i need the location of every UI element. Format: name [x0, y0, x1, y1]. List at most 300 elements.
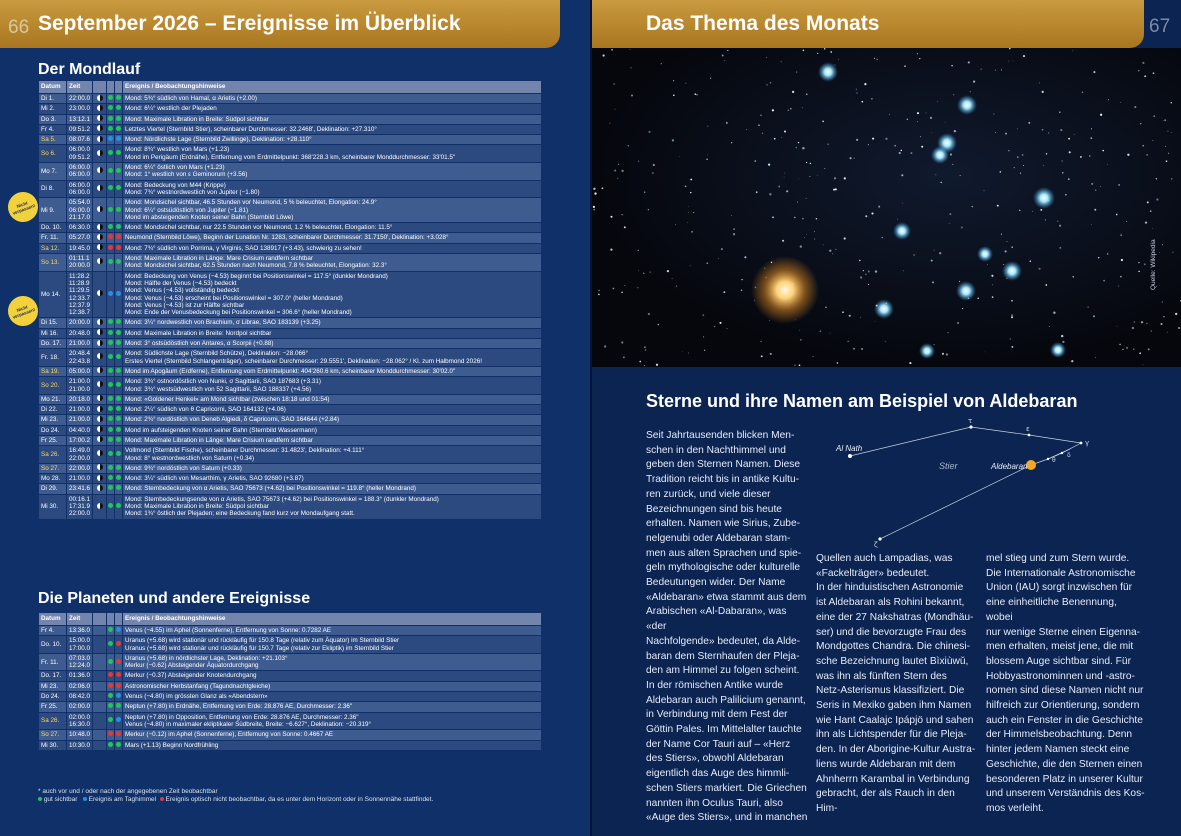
date-cell: Mi 23.: [39, 681, 67, 691]
visibility-dot-icon: [108, 503, 113, 508]
date-cell: Do 24.: [39, 692, 67, 702]
table-row: [39, 114, 542, 124]
background-star: [706, 159, 708, 161]
background-star: [794, 364, 796, 366]
visibility-dot-icon: [116, 245, 121, 250]
event-cell: [123, 394, 542, 404]
article-line: ihn als Lichtspender für die Pleja-: [816, 729, 967, 741]
background-star: [1120, 234, 1121, 235]
blue-dot-icon: [83, 797, 87, 801]
moon-events-table: [38, 80, 542, 520]
visibility-cell: [107, 671, 115, 681]
background-star: [1163, 120, 1164, 121]
background-star: [871, 212, 873, 214]
background-star: [624, 226, 626, 228]
background-star: [961, 226, 963, 228]
background-star: [882, 237, 883, 238]
background-star: [624, 285, 625, 286]
table-row: [39, 671, 542, 681]
visibility-cell: [115, 233, 123, 243]
date-cell: Do. 10.: [39, 636, 67, 654]
visibility-dot-icon: [108, 319, 113, 324]
background-star: [612, 288, 614, 290]
greek-label: γ: [1085, 439, 1090, 447]
visibility-cell: [115, 104, 123, 114]
event-cell: [123, 740, 542, 750]
phase-cell: [93, 198, 107, 223]
article-line: men aus alten Sprachen und spie-: [646, 547, 802, 559]
event-cell: [123, 484, 542, 494]
visibility-dot-icon: [108, 150, 113, 155]
article-line: erhalten. Namen wie Sirius, Zube-: [646, 518, 801, 530]
background-star: [788, 110, 789, 111]
article-title: Sterne und ihre Namen am Beispiel von Aldebaran: [646, 391, 1078, 411]
time-value: 12:38.7: [69, 309, 91, 317]
planet-events-table: [38, 612, 542, 751]
table-row: [39, 377, 542, 395]
date-cell: Fr. 18.: [39, 349, 67, 367]
visibility-dot-icon: [108, 291, 113, 296]
event-text: Uranus (+5.68) in nördlichster Lage, Deklination: +21.103°: [125, 654, 288, 662]
table-row: [39, 405, 542, 415]
background-star: [814, 231, 815, 232]
background-star: [1062, 160, 1063, 161]
visibility-dot-icon: [108, 627, 113, 632]
background-star: [1091, 128, 1092, 129]
time-cell: [67, 377, 93, 395]
background-star: [766, 84, 767, 85]
time-value: 16:30.0: [69, 720, 91, 728]
table-row: [39, 271, 542, 318]
table-row: [39, 415, 542, 425]
time-value: 12:37.9: [69, 301, 91, 309]
time-value: 21:00.0: [69, 378, 91, 386]
time-cell: [67, 328, 93, 338]
background-star: [774, 138, 776, 140]
event-cell: [123, 653, 542, 671]
background-star: [622, 214, 623, 215]
event-text: Mond: Maximale Libration in Länge: Mare Crisium randfern sichtbar: [125, 255, 313, 263]
event-cell: [123, 243, 542, 253]
time-cell: [67, 135, 93, 145]
visibility-dot-icon: [116, 354, 121, 359]
date-cell: Di 29.: [39, 484, 67, 494]
visibility-cell: [115, 671, 123, 681]
visibility-cell: [107, 198, 115, 223]
event-text: Mond: 3¼° südlich von Mesarthim, γ Arietis, SAO 92680 (+3.87): [125, 475, 304, 483]
visibility-cell: [107, 349, 115, 367]
visibility-cell: [115, 692, 123, 702]
visibility-cell: [107, 636, 115, 654]
time-cell: [67, 494, 93, 519]
column-header: Zeit: [67, 613, 93, 626]
background-star: [648, 209, 649, 210]
table-row: [39, 692, 542, 702]
event-text: Mond: 6¼° westlich der Plejaden: [125, 105, 217, 113]
background-star: [1103, 280, 1105, 282]
background-star: [985, 352, 986, 353]
date-cell: Mi 30.: [39, 494, 67, 519]
background-star: [1127, 154, 1129, 156]
time-value: 04:40.0: [69, 426, 91, 434]
time-cell: [67, 653, 93, 671]
event-text: Mond: Mondsichel sichtbar, 46.5 Stunden vor Neumond, 5 % beleuchtet, Elongation: 24.9°: [125, 199, 377, 207]
table-row: [39, 712, 542, 730]
time-value: 17:00.2: [69, 436, 91, 444]
article-line: geben den Sternen Namen. Diese: [646, 459, 801, 471]
background-star: [1166, 160, 1168, 162]
time-value: 05:00.0: [69, 367, 91, 375]
event-text: Mond: Bedeckung von Venus (−4.53) beginnt bei Positionswinkel = 117.5° (dunkler Mondrand): [125, 272, 388, 280]
background-star: [614, 169, 616, 171]
background-star: [672, 278, 673, 279]
event-cell: [123, 671, 542, 681]
event-text: Mond im Perigäum (Erdnähe), Entfernung vom Erdmittelpunkt: 368'228.3 km, scheinbarer Monddurchmesser: 33'01.5": [125, 153, 456, 161]
background-star: [814, 238, 815, 239]
background-star: [991, 275, 993, 277]
background-star: [1014, 167, 1015, 168]
background-star: [1164, 119, 1166, 121]
background-star: [1010, 339, 1011, 340]
background-star: [784, 173, 785, 174]
background-star: [673, 95, 675, 97]
background-star: [1011, 314, 1013, 316]
background-star: [733, 233, 735, 235]
aldebaran-star: [751, 256, 819, 324]
visibility-cell: [115, 271, 123, 318]
article-line: was ihn als fünften Stern des: [816, 670, 947, 682]
time-value: 10:48.0: [69, 731, 91, 739]
background-star: [1102, 150, 1103, 151]
visibility-cell: [107, 435, 115, 445]
table-row: [39, 730, 542, 740]
article-line: «Fackelträger» bedeutet.: [816, 567, 930, 579]
background-star: [1042, 129, 1044, 131]
time-cell: [67, 712, 93, 730]
article-line: Netz-Asterismus klassifiziert. Die: [816, 685, 965, 697]
background-star: [618, 164, 619, 165]
visibility-cell: [115, 243, 123, 253]
background-star: [1156, 198, 1158, 200]
background-star: [796, 72, 797, 73]
background-star: [934, 344, 935, 345]
moon-phase-icon: [97, 258, 103, 264]
background-star: [1146, 323, 1147, 324]
background-star: [778, 186, 780, 188]
background-star: [733, 228, 735, 230]
background-star: [1006, 241, 1007, 242]
background-star: [781, 61, 782, 62]
visibility-dot-icon: [116, 368, 121, 373]
event-cell: [123, 328, 542, 338]
moon-phase-icon: [97, 436, 103, 442]
background-star: [724, 60, 725, 61]
visibility-cell: [115, 702, 123, 712]
background-star: [950, 153, 952, 155]
background-star: [868, 144, 869, 145]
background-star: [992, 284, 993, 285]
event-cell: [123, 104, 542, 114]
event-text: Mond: Mondsichel sichtbar, nur 22.5 Stunden vor Neumond, 1.2 % beleuchtet, Elongation: 11.5°: [125, 224, 393, 232]
table-row: [39, 636, 542, 654]
moon-phase-icon: [97, 319, 103, 325]
background-star: [676, 286, 677, 287]
phase-cell: [93, 223, 107, 233]
background-star: [1118, 184, 1120, 186]
background-star: [1163, 316, 1164, 317]
table-row: [39, 463, 542, 473]
background-star: [876, 59, 877, 60]
background-star: [1072, 50, 1073, 51]
phase-cell: [93, 653, 107, 671]
article-line: auch ein Fenster in die Geschichte: [986, 714, 1143, 726]
event-text: Mond im aufsteigenden Knoten seiner Bahn (Sternbild Wassermann): [125, 426, 317, 434]
event-cell: [123, 702, 542, 712]
visibility-cell: [107, 223, 115, 233]
red-dot-icon: [160, 797, 164, 801]
event-cell: [123, 636, 542, 654]
visibility-cell: [107, 446, 115, 464]
event-text: Mond: 1¾° östlich der Plejaden; eine Bedeckung fand kurz vor Mondaufgang statt.: [125, 510, 355, 518]
article-line: besonderen Platz in unserer Kultur: [986, 773, 1143, 785]
background-star: [675, 224, 676, 225]
background-star: [621, 170, 623, 172]
date-cell: Mi 30.: [39, 740, 67, 750]
background-star: [746, 129, 747, 130]
article-line: Göttin Pales. Im Mittelalter tauchte: [646, 724, 802, 736]
visibility-cell: [107, 254, 115, 272]
table-row: [39, 435, 542, 445]
article-line: Arabischen «Al-Dabaran», was «der: [646, 606, 787, 633]
article-line: eine einheitliche Benennung, wobei: [986, 597, 1117, 623]
article-line: mos verleiht.: [986, 802, 1044, 814]
background-star: [1069, 151, 1071, 153]
column-header: [93, 613, 107, 626]
background-star: [1126, 347, 1128, 349]
background-star: [1060, 129, 1062, 131]
background-star: [799, 364, 801, 366]
background-star: [797, 201, 798, 202]
date-cell: So 20.: [39, 377, 67, 395]
background-star: [768, 163, 770, 165]
phase-cell: [93, 180, 107, 198]
date-cell: So 27.: [39, 730, 67, 740]
visibility-dot-icon: [108, 475, 113, 480]
time-cell: [67, 198, 93, 223]
moon-phase-icon: [97, 206, 103, 212]
background-star: [945, 122, 946, 123]
visibility-cell: [115, 198, 123, 223]
star-point: [969, 425, 972, 428]
visibility-cell: [107, 463, 115, 473]
dont-miss-badge: Nicht verpassen!: [4, 188, 42, 226]
time-value: 06:00.0: [69, 164, 91, 172]
event-text: Neptun (+7.80) in Opposition, Entfernung von Erde: 28.876 AE, Durchmesser: 2.36": [125, 713, 359, 721]
background-star: [822, 121, 824, 123]
time-value: 12:33.7: [69, 294, 91, 302]
background-star: [931, 132, 932, 133]
label-al-nath: Al Nath: [836, 444, 863, 453]
label-aldebaran: Aldebaran: [991, 462, 1028, 471]
background-star: [613, 83, 614, 84]
background-star: [1121, 259, 1123, 261]
visibility-cell: [115, 653, 123, 671]
time-cell: [67, 114, 93, 124]
background-star: [868, 284, 869, 285]
event-text: Mond: 3° ostsüdöstlich von Antares, α Scorpii (+0.88): [125, 340, 274, 348]
background-star: [1068, 138, 1070, 140]
visibility-cell: [107, 377, 115, 395]
visibility-cell: [115, 474, 123, 484]
phase-cell: [93, 114, 107, 124]
background-star: [860, 276, 862, 278]
right-page-number: 67: [1149, 16, 1171, 37]
visibility-cell: [115, 435, 123, 445]
phase-cell: [93, 740, 107, 750]
background-star: [1053, 312, 1055, 314]
phase-cell: [93, 233, 107, 243]
visibility-cell: [115, 712, 123, 730]
background-star: [984, 190, 985, 191]
background-star: [1118, 286, 1119, 287]
article-line: sche Bezeichnung lautet Bìxiùwǔ,: [816, 655, 969, 667]
phase-cell: [93, 349, 107, 367]
visibility-dot-icon: [108, 382, 113, 387]
article-column-2: [816, 552, 978, 817]
time-cell: [67, 405, 93, 415]
date-cell: So 27.: [39, 463, 67, 473]
background-star: [790, 108, 792, 110]
date-cell: Mo 21.: [39, 394, 67, 404]
event-text: Mond: 6¼° östlich von Mars (+1.23): [125, 164, 225, 172]
time-value: 06:30.0: [69, 224, 91, 232]
visibility-cell: [107, 740, 115, 750]
visibility-dot-icon: [108, 717, 113, 722]
background-star: [796, 147, 798, 149]
background-star: [644, 192, 645, 193]
article-line: In der römischen Antike wurde: [646, 679, 784, 691]
background-star: [1013, 61, 1014, 62]
time-value: 06:00.0: [69, 188, 91, 196]
event-cell: [123, 145, 542, 163]
background-star: [931, 260, 933, 262]
article-line: liens wurde Aldebaran mit dem: [816, 758, 956, 770]
visibility-cell: [115, 114, 123, 124]
background-star: [615, 109, 616, 110]
background-star: [1117, 326, 1118, 327]
background-star: [1120, 276, 1122, 278]
background-star: [875, 270, 877, 272]
event-text: Mond: Venus (−4.53) vollständig bedeckt: [125, 287, 239, 295]
visibility-cell: [115, 494, 123, 519]
background-star: [726, 122, 728, 124]
background-star: [707, 154, 708, 155]
background-star: [823, 245, 824, 246]
green-dot-icon: [38, 797, 42, 801]
phase-cell: [93, 474, 107, 484]
article-line: hilfreich zur Orientierung, sondern: [986, 700, 1140, 712]
background-star: [1011, 346, 1013, 348]
background-star: [719, 322, 721, 324]
background-star: [741, 289, 742, 290]
event-text: Mond: Venus (−4.53) erscheint bei Positionswinkel = 307.0° (heller Mondrand): [125, 294, 343, 302]
background-star: [904, 65, 906, 67]
article-line: den am Himmel zu folgen scheint.: [646, 665, 800, 677]
event-text: Venus (−4.80) im grössten Glanz als «Abendstern»: [125, 693, 268, 701]
table-row: [39, 180, 542, 198]
phase-cell: [93, 145, 107, 163]
event-cell: [123, 254, 542, 272]
visibility-cell: [115, 328, 123, 338]
visibility-dot-icon: [108, 207, 113, 212]
table-row: [39, 494, 542, 519]
background-star: [954, 130, 956, 132]
footnote: * auch vor und / oder nach der angegebenen Zeit beobachtbar: [38, 788, 218, 795]
phase-cell: [93, 446, 107, 464]
article-line: des Stiers», obwohl Aldebaran: [646, 753, 784, 765]
background-star: [638, 271, 639, 272]
background-star: [1150, 210, 1152, 212]
background-star: [1146, 154, 1148, 156]
background-star: [968, 61, 970, 63]
background-star: [1030, 260, 1031, 261]
article-line: ren zurück, und viele dieser: [646, 488, 771, 500]
time-value: 21:00.0: [69, 475, 91, 483]
visibility-cell: [115, 415, 123, 425]
background-star: [1172, 252, 1173, 253]
visibility-dot-icon: [116, 416, 121, 421]
visibility-cell: [115, 145, 123, 163]
background-star: [1162, 301, 1163, 302]
bright-star: [977, 246, 993, 262]
background-star: [650, 271, 651, 272]
event-cell: [123, 339, 542, 349]
time-cell: [67, 474, 93, 484]
background-star: [1062, 172, 1064, 174]
background-star: [1001, 69, 1002, 70]
background-star: [803, 49, 805, 51]
background-star: [806, 162, 807, 163]
visibility-dot-icon: [108, 105, 113, 110]
background-star: [842, 311, 844, 313]
date-cell: Fr. 11.: [39, 233, 67, 243]
table-row: [39, 653, 542, 671]
visibility-dot-icon: [108, 731, 113, 736]
table-row: [39, 145, 542, 163]
background-star: [1160, 323, 1162, 325]
event-text: Merkur (−0.37) Absteigender Knotendurchgang: [125, 672, 257, 680]
visibility-dot-icon: [116, 319, 121, 324]
event-cell: [123, 425, 542, 435]
event-cell: [123, 474, 542, 484]
article-line: baran dem Sternhaufen der Plejа-: [646, 650, 800, 662]
moon-phase-icon: [97, 105, 103, 111]
table-header-row: [39, 613, 542, 626]
background-star: [970, 91, 971, 92]
phase-cell: [93, 124, 107, 134]
event-cell: [123, 233, 542, 243]
background-star: [673, 80, 674, 81]
event-text: Mond: 2¾° nordöstlich von Deneb Algiedi, δ Capricorni, SAO 164644 (+2.84): [125, 416, 340, 424]
phase-cell: [93, 163, 107, 181]
background-star: [656, 364, 658, 366]
time-value: 20:48.0: [69, 329, 91, 337]
moon-phase-icon: [97, 426, 103, 432]
time-cell: [67, 484, 93, 494]
event-text: Mond: 8¾° westlich von Mars (+1.23): [125, 146, 230, 154]
background-star: [594, 192, 596, 194]
background-star: [1019, 210, 1020, 211]
